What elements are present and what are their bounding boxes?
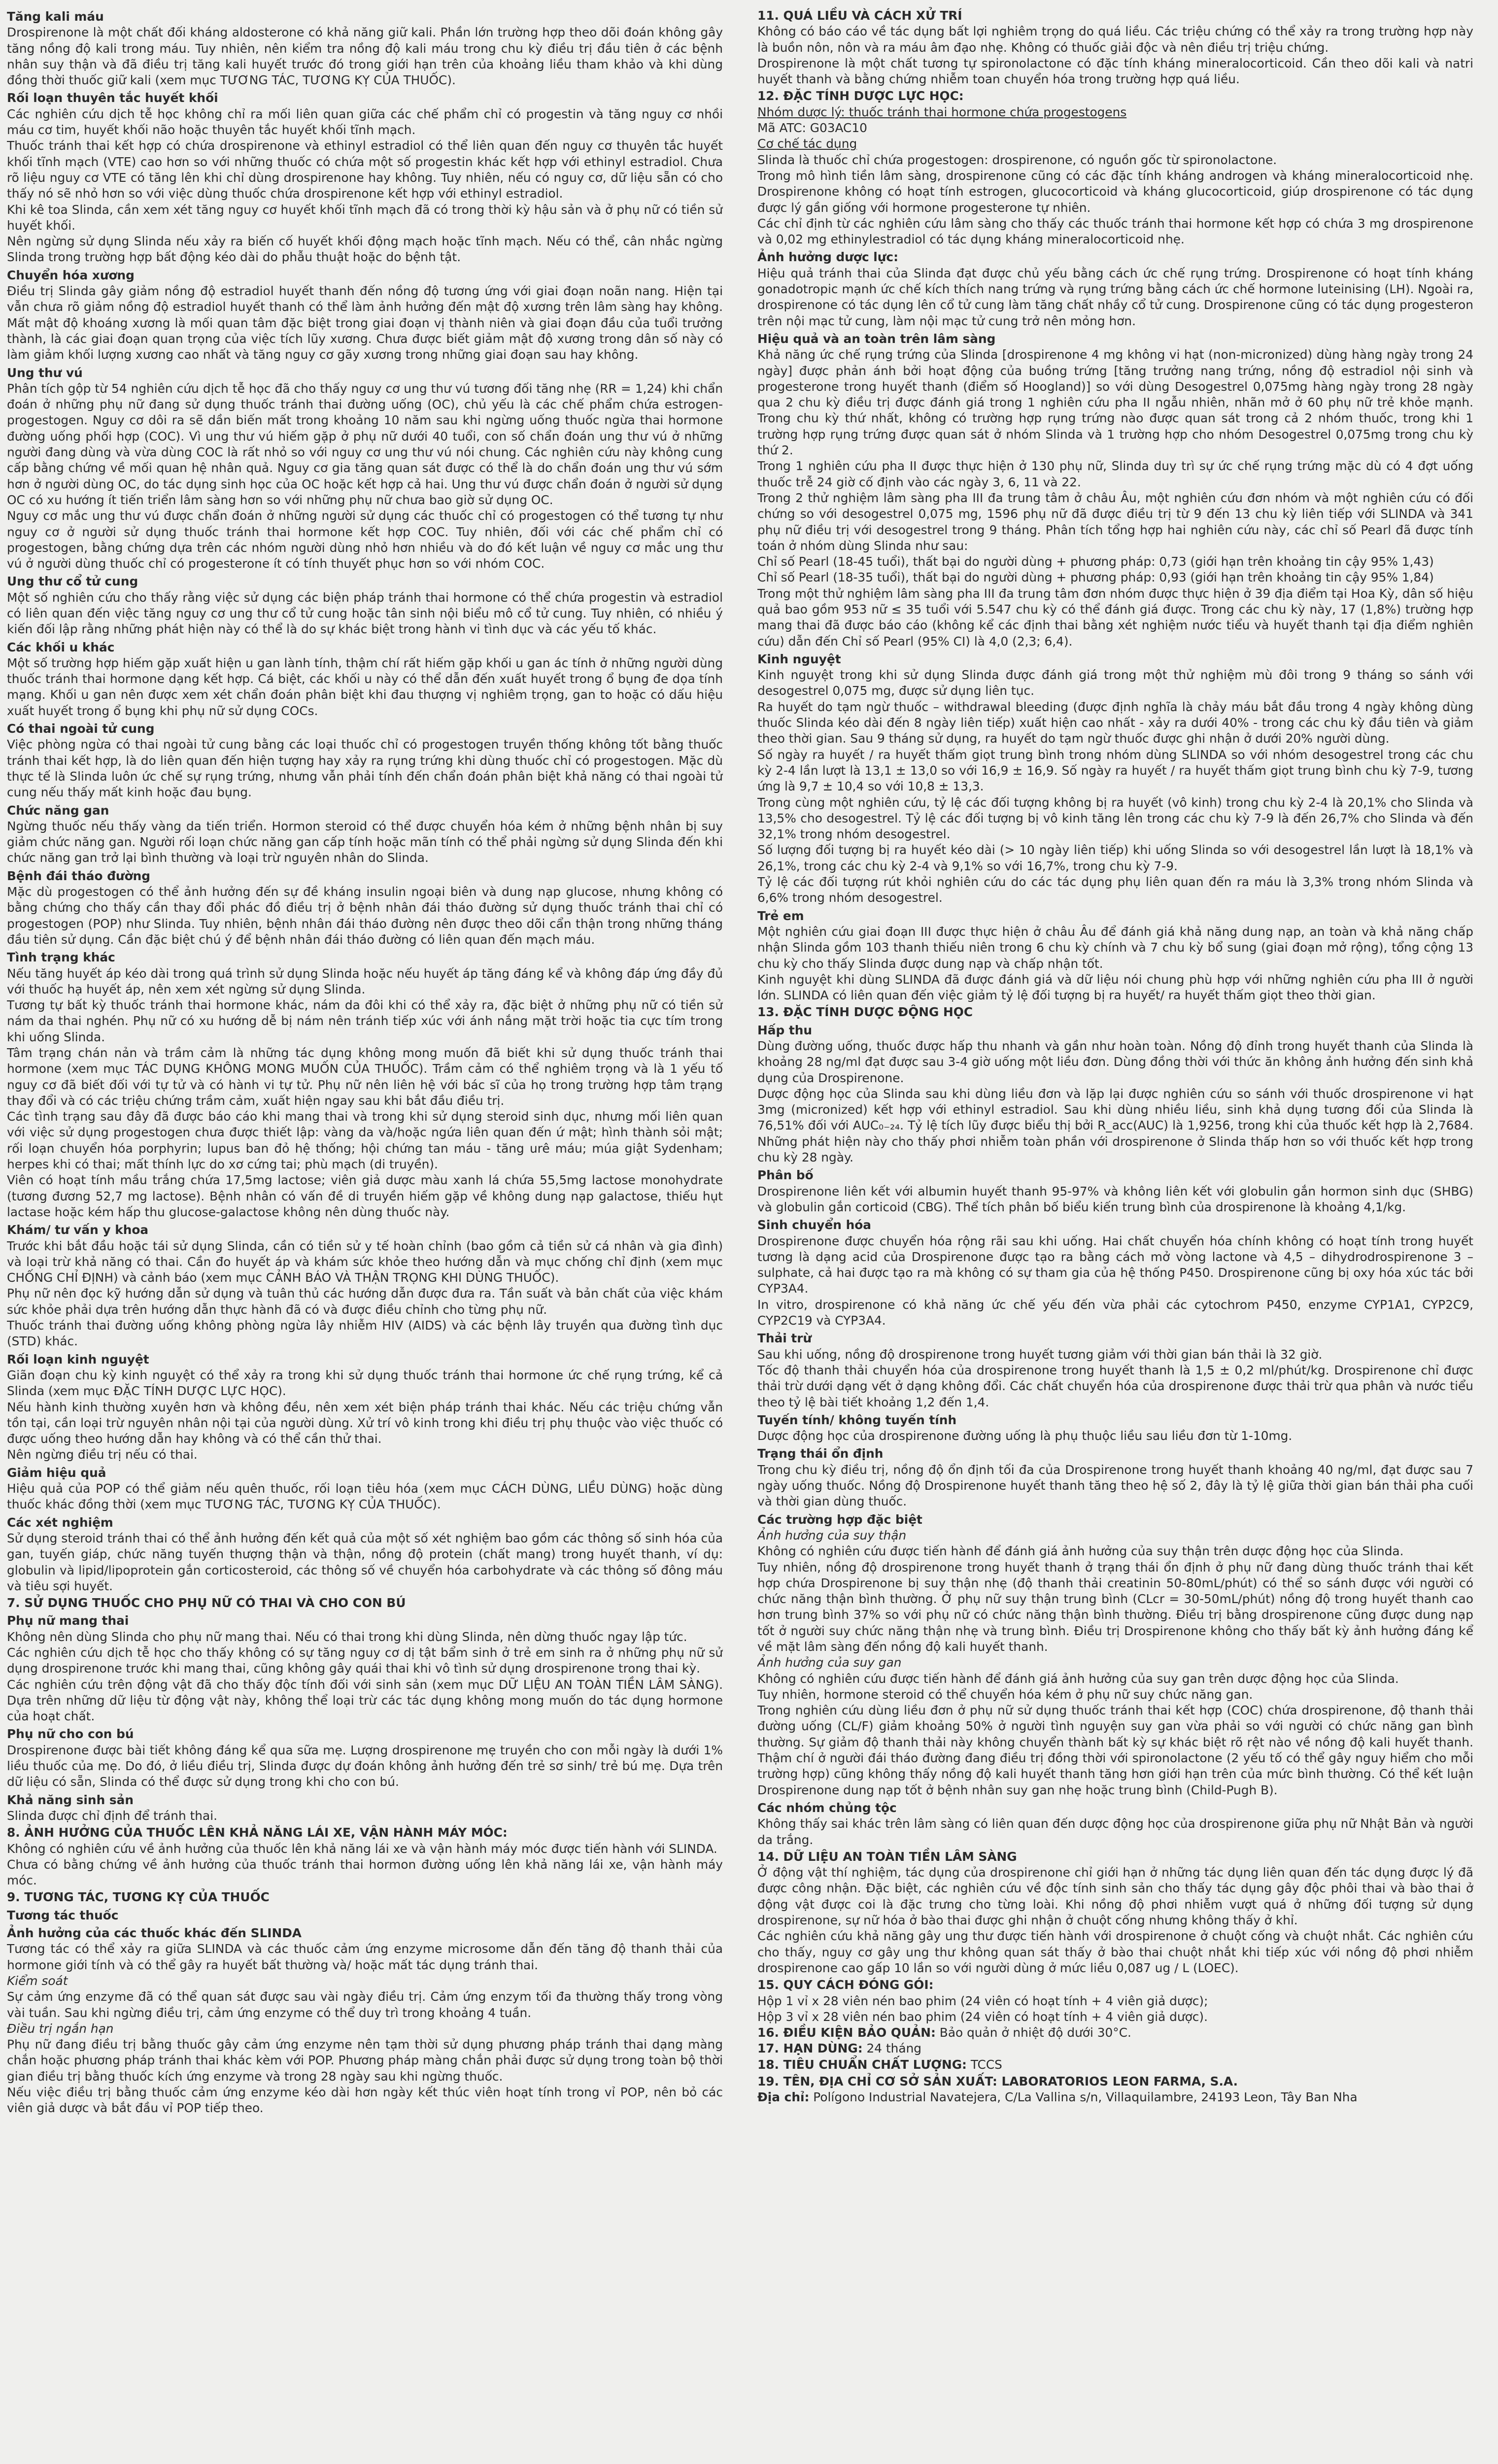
- paragraph: Hiệu quả của POP có thể giảm nếu quên thuốc, rối loạn tiêu hóa (xem mục CÁCH DÙNG, LIỀU DÙNG) hoặc dùng thuốc khác đồng thời (xem mục TƯƠNG TÁC, TƯƠNG KỴ CỦA THUỐC).: [7, 1481, 723, 1512]
- line-label: Địa chỉ:: [757, 2090, 810, 2105]
- subsection-heading: Ảnh hưởng dược lực:: [757, 250, 899, 265]
- paragraph: Tốc độ thanh thải chuyển hóa của drospirenone trong huyết thanh là 1,5 ± 0,2 ml/phút/kg. Drospirenone chỉ được thải trừ dưới dạng vết ở dạng không đổi. Các chất chuyển hóa của drospirenone được thải trừ qua phân và nước tiểu theo tỷ lệ bài tiết khoảng 1,2 đến 1,4.: [757, 1363, 1473, 1409]
- paragraph: Tỷ lệ các đối tượng rút khỏi nghiên cứu do các tác dụng phụ liên quan đến ra máu là 3,3% trong nhóm Slinda và 6,6% trong nhóm desogestrel.: [757, 875, 1473, 905]
- paragraph: Chỉ số Pearl (18-35 tuổi), thất bại do người dùng + phương pháp: 0,93 (giới hạn trên khoảng tin cậy 95% 1,84): [757, 570, 1434, 585]
- underlined-line: Nhóm dược lý: thuốc tránh thai hormone chứa progestogens: [757, 104, 1127, 119]
- paragraph: Ngừng thuốc nếu thấy vàng da tiến triển. Hormon steroid có thể được chuyển hóa kém ở những bệnh nhân bị suy giảm chức năng gan. Người rối loạn chức năng gan cấp tính hoặc mãn tính có thể phải ngừng sử dụng Slinda đến khi chức năng gan trở lại bình thường và loại trừ nguyên nhân do Slinda.: [7, 819, 723, 865]
- paragraph: Sự cảm ứng enzyme đã có thể quan sát được sau vài ngày điều trị. Cảm ứng enzym tối đa thường thấy trong vòng vài tuần. Sau khi ngừng điều trị, cảm ứng enzyme có thể duy trì trong khoảng 4 tuần.: [7, 1989, 723, 2020]
- paragraph: Dùng đường uống, thuốc được hấp thu nhanh và gần như hoàn toàn. Nồng độ đỉnh trong huyết thanh của Slinda là khoảng 28 ng/ml đạt được sau 3-4 giờ uống một liều đơn. Dùng đồng thời với thức ăn không ảnh hưởng đến sinh khả dụng của Drospirenone.: [757, 1039, 1473, 1085]
- labelled-line: [757, 2041, 1473, 2056]
- subsection-heading: Ung thư vú: [7, 365, 83, 380]
- section-heading: 12. ĐẶC TÍNH DƯỢC LỰC HỌC:: [757, 89, 964, 103]
- paragraph: Không có báo cáo về tác dụng bất lợi nghiêm trọng do quá liều. Các triệu chứng có thể xảy ra trong trường hợp này là buồn nôn, nôn và ra máu âm đạo nhẹ. Không có thuốc giải độc và nên điều trị triệu chứng.: [757, 24, 1473, 55]
- paragraph: Drospirenone là một chất đối kháng aldosterone có khả năng giữ kali. Phần lớn trường hợp theo dõi đoán không gây tăng nồng độ kali trong máu. Tuy nhiên, nên kiểm tra nồng độ kali máu trong chu kỳ điều trị đầu tiên ở các bệnh nhân suy thận và đã điều trị tăng kali huyết trước đó trong giới hạn trên của khoảng liều tham khảo và khi dùng đồng thời thuốc giữ kali (xem mục TƯƠNG TÁC, TƯƠNG KỴ CỦA THUỐC).: [7, 25, 723, 88]
- subsection-heading: Tương tác thuốc: [7, 1908, 119, 1922]
- subsection-heading: Chức năng gan: [7, 803, 109, 818]
- paragraph: Drospirenone là một chất tương tự spironolactone có đặc tính kháng mineralocorticoid. Cần theo dõi kali và natri huyết thanh và bằng chứng nhiễm toan chuyển hóa trong trường hợp quá liều.: [757, 56, 1473, 87]
- paragraph: Không có nghiên cứu được tiến hành để đánh giá ảnh hưởng của suy gan trên dược động học của Slinda.: [757, 1671, 1399, 1686]
- line-label: 17. HẠN DÙNG:: [757, 2041, 863, 2056]
- paragraph: Chưa có bằng chứng về ảnh hưởng của thuốc tránh thai hormon đường uống lên khả năng lái xe, vận hành máy móc.: [7, 1857, 723, 1888]
- paragraph: Hộp 1 vỉ x 28 viên nén bao phim (24 viên có hoạt tính + 4 viên giả dược);: [757, 1993, 1208, 2008]
- section-heading: 7. SỬ DỤNG THUỐC CHO PHỤ NỮ CÓ THAI VÀ CHO CON BÚ: [7, 1596, 406, 1610]
- paragraph: Không có nghiên cứu về ảnh hưởng của thuốc lên khả năng lái xe và vận hành máy móc được tiến hành với SLINDA.: [7, 1841, 717, 1856]
- paragraph: Tuy nhiên, hormone steroid có thể chuyển hóa kém ở phụ nữ suy chức năng gan.: [757, 1687, 1253, 1702]
- paragraph: Kinh nguyệt trong khi sử dụng Slinda được đánh giá trong một thử nghiệm mù đôi trong 9 tháng so sánh với desogestrel 0,075 mg, được sử dụng liên tục.: [757, 668, 1473, 698]
- paragraph: Dược động học của Slinda sau khi dùng liều đơn và lặp lại được nghiên cứu so sánh với thuốc drospirenone vi hạt 3mg (micronized) kết hợp với ethinyl estradiol. Sau khi dùng nhiều liều, sinh khả dụng tương đối của Slinda là 76,51% đối với AUC₀₋₂₄. Tỷ lệ tích lũy được biểu thị bởi R_acc(AUC) là 1,9256, trong khi của thuốc kết hợp là 2,7684. Những phát hiện này cho thấy phơi nhiễm toàn phần với drospirenone ở Slinda thấp hơn so với thuốc kết hợp trong chu kỳ 28 ngày.: [757, 1086, 1473, 1165]
- subsection-heading: Tăng kali máu: [7, 9, 104, 24]
- section-heading: 14. DỮ LIỆU AN TOÀN TIỀN LÂM SÀNG: [757, 1849, 1017, 1864]
- line-label: 16. ĐIỀU KIỆN BẢO QUẢN:: [757, 2025, 936, 2040]
- section-heading: 15. QUY CÁCH ĐÓNG GÓI:: [757, 1978, 934, 1992]
- paragraph: Khi kê toa Slinda, cần xem xét tăng nguy cơ huyết khối tĩnh mạch đã có trong thời kỳ hậu sản và ở phụ nữ có tiền sử huyết khối.: [7, 202, 723, 233]
- subsection-heading: Ảnh hưởng của các thuốc khác đến SLINDA: [7, 1926, 302, 1941]
- section-heading: 8. ẢNH HƯỞNG CỦA THUỐC LÊN KHẢ NĂNG LÁI XE, VẬN HÀNH MÁY MÓC:: [7, 1825, 508, 1840]
- underlined-line: Cơ chế tác dụng: [757, 137, 857, 151]
- italic-subheading: Ảnh hưởng của suy thận: [757, 1528, 907, 1542]
- paragraph: Nếu hành kinh thường xuyên hơn và không đều, nên xem xét biện pháp tránh thai khác. Nếu các triệu chứng vẫn tồn tại, cần loại trừ nguyên nhân nội tại của người dùng. Xử trí vô kinh trong khi điều trị phụ thuộc vào việc thuốc có được uống theo hướng dẫn hay không và có thể cần thử thai.: [7, 1400, 723, 1446]
- subsection-heading: Khả năng sinh sản: [7, 1792, 134, 1807]
- italic-subheading: Ảnh hưởng của suy gan: [757, 1655, 902, 1670]
- section-heading: 9. TƯƠNG TÁC, TƯƠNG KỴ CỦA THUỐC: [7, 1890, 270, 1905]
- paragraph: Tương tác có thể xảy ra giữa SLINDA và các thuốc cảm ứng enzyme microsome dẫn đến tăng độ thanh thải của hormone giới tính và có thể gây ra huyết bất thường và/ hoặc mất tác dụng tránh thai.: [7, 1942, 723, 1972]
- paragraph: Không thấy sai khác trên lâm sàng có liên quan đến dược động học của drospirenone giữa phụ nữ Nhật Bản và người da trắng.: [757, 1816, 1473, 1847]
- subsection-heading: Phụ nữ cho con bú: [7, 1727, 134, 1742]
- paragraph: Ra huyết do tạm ngừ thuốc – withdrawal bleeding (được định nghĩa là chảy máu bắt đầu trong 4 ngày không dùng thuốc Slinda kéo dài đến 8 ngày liên tiếp) xuất hiện cao nhất - xảy ra dưới 40% - trong các chu kỳ đầu tiên và giảm theo thời gian. Sau 9 tháng sử dụng, ra huyết do tạm ngừ thuốc được ghi nhận ở dưới 20% người dùng.: [757, 699, 1473, 746]
- subsection-heading: Rối loạn kinh nguyệt: [7, 1352, 149, 1367]
- section-heading: 11. QUÁ LIỀU VÀ CÁCH XỬ TRÍ: [757, 8, 962, 23]
- subsection-heading: Hiệu quả và an toàn trên lâm sàng: [757, 331, 996, 346]
- section-heading: 13. ĐẶC TÍNH DƯỢC ĐỘNG HỌC: [757, 1005, 973, 1020]
- paragraph: Trong một thử nghiệm lâm sàng pha III đa trung tâm đơn nhóm được thực hiện ở 39 địa điểm tại Hoa Kỳ, dân số hiệu quả bao gồm 953 nữ ≤ 35 tuổi với 5.547 chu kỳ có thể đánh giá được. Trong các chu kỳ này, 17 (1,8%) trường hợp mang thai đã được báo cáo (không kể các định thai bằng xét nghiệm nước tiểu và huyết thanh tại địa điểm nghiên cứu) dẫn đến Chỉ số Pearl (95% CI) là 4,0 (2,3; 6,4).: [757, 586, 1473, 649]
- paragraph: Slinda là thuốc chỉ chứa progestogen: drospirenone, có nguồn gốc từ spironolactone.: [757, 152, 1277, 167]
- subsection-heading: Tình trạng khác: [7, 950, 115, 965]
- paragraph: Các nghiên cứu dịch tễ học cho thấy không có sự tăng nguy cơ dị tật bẩm sinh ở trẻ em sinh ra ở những phụ nữ sử dụng drospirenone trước khi mang thai, cũng không gây quái thai khi vô tình sử dụng drospirenone trong thai kỳ.: [7, 1645, 723, 1676]
- paragraph: Số ngày ra huyết / ra huyết thấm giọt trung bình trong nhóm dùng SLINDA so với nhóm desogestrel trong các chu kỳ 2-4 lần lượt là 13,1 ± 13,0 so với 16,9 ± 16,9. Số ngày ra huyết / ra huyết thấm giọt trung bình chu kỳ 7-9, tương ứng là 9,7 ± 10,4 so với 10,8 ± 13,3.: [757, 747, 1473, 794]
- subsection-heading: Phân bố: [757, 1168, 814, 1183]
- subsection-heading: Tuyến tính/ không tuyến tính: [757, 1412, 957, 1427]
- paragraph: Không có nghiên cứu được tiến hành để đánh giá ảnh hưởng của suy thận trên dược động học của Slinda.: [757, 1544, 1404, 1559]
- italic-subheading: Kiểm soát: [7, 1973, 68, 1988]
- paragraph: Các nghiên cứu trên động vật đã cho thấy độc tính đối với sinh sản (xem mục DỮ LIỆU AN TOÀN TIỀN LÂM SÀNG). Dựa trên những dữ liệu từ động vật này, không thể loại trừ các tác dụng không mong muốn do tác dụng hormone của hoạt chất.: [7, 1677, 723, 1724]
- subsection-heading: Sinh chuyển hóa: [757, 1218, 871, 1232]
- paragraph: Tâm trạng chán nản và trầm cảm là những tác dụng không mong muốn đã biết khi sử dụng thuốc tránh thai hormone (xem mục TÁC DỤNG KHÔNG MONG MUỐN CỦA THUỐC). Trầm cảm có thể nghiêm trọng và là 1 yếu tố nguy cơ đã biết đối với tự tử và có hành vi tự tử. Phụ nữ nên liên hệ với bác sĩ của họ trong trường hợp tâm trạng thay đổi và có các triệu chứng trầm cảm, xuất hiện ngay sau khi bắt đầu điều trị.: [7, 1046, 723, 1108]
- right-column: [757, 7, 1473, 2464]
- paragraph: Trong mô hình tiền lâm sàng, drospirenone cũng có các đặc tính kháng androgen và kháng mineralocorticoid nhẹ. Drospirenone không có hoạt tính estrogen, glucocorticoid và kháng glucocorticoid, giúp drospirenone có tác dụng được lý gần giống với hormone progesterone tự nhiên.: [757, 168, 1473, 215]
- left-column: [7, 7, 723, 2464]
- subsection-heading: Bệnh đái tháo đường: [7, 868, 151, 883]
- paragraph: Nên ngừng sử dụng Slinda nếu xảy ra biến cố huyết khối động mạch hoặc tĩnh mạch. Nếu có thể, cân nhắc ngừng Slinda trong trường hợp bất động kéo dài do phẫu thuật hoặc do bệnh tật.: [7, 234, 723, 265]
- paragraph: Trong 2 thử nghiệm lâm sàng pha III đa trung tâm ở châu Âu, một nghiên cứu đơn nhóm và một nghiên cứu có đối chứng so với desogestrel 0,075 mg, 1596 phụ nữ đã được điều trị từ 9 đến 13 chu kỳ liên tiếp với SLINDA và 341 phụ nữ điều trị với desogestrel trong 9 tháng. Phân tích tổng hợp hai nghiên cứu này, các chỉ số Pearl đã được tính toán ở nhóm dùng Slinda như sau:: [757, 490, 1473, 553]
- line-value: Polígono Industrial Navatejera, C/La Vallina s/n, Villaquilambre, 24193 Leon, Tây Ban Nha: [809, 2090, 1358, 2105]
- paragraph: Trong nghiên cứu dùng liều đơn ở phụ nữ sử dụng thuốc tránh thai kết hợp (COC) chứa drospirenone, độ thanh thải đường uống (CL/F) giảm khoảng 50% ở người tình nguyện suy gan vừa phải so với người có chức năng gan bình thường. Sự giảm độ thanh thải này không chuyển thành bất kỳ sự khác biệt rõ rệt nào về nồng độ kali huyết thanh. Thậm chí ở người đái tháo đường đang điều trị đồng thời với spironolactone (2 yếu tố có thể gây nguy hiểm cho mỗi trường hợp) cũng không thấy nồng độ kali huyết thanh tăng hơn giới hạn trên của mức bình thường. Có thể kết luận Drospirenone dung nạp tốt ở bệnh nhân suy gan nhẹ hoặc trung bình (Child-Pugh B).: [757, 1703, 1473, 1797]
- paragraph: Trước khi bắt đầu hoặc tái sử dụng Slinda, cần có tiền sử y tế hoàn chỉnh (bao gồm cả tiền sử cá nhân và gia đình) và loại trừ khả năng có thai. Cần đo huyết áp và khám sức khỏe theo hướng dẫn và mục chống chỉ định (xem mục CHỐNG CHỈ ĐỊNH) và cảnh báo (xem mục CẢNH BÁO VÀ THẬN TRỌNG KHI DÙNG THUỐC).: [7, 1238, 723, 1285]
- line-value: 24 tháng: [862, 2041, 922, 2056]
- paragraph: Drospirenone được chuyển hóa rộng rãi sau khi uống. Hai chất chuyển hóa chính không có hoạt tính trong huyết tương là dạng acid của Drospirenone được tạo ra bằng cách mở vòng lactone và 4,5 – dihydrodrospirenone 3 – sulphate, cả hai được tạo ra mà không có sự tham gia của hệ thống P450. Drospirenone cũng bị oxy hóa xúc tác bởi CYP3A4.: [757, 1233, 1473, 1296]
- line-label: 18. TIÊU CHUẨN CHẤT LƯỢNG:: [757, 2057, 967, 2072]
- paragraph: Phụ nữ đang điều trị bằng thuốc gây cảm ứng enzyme nên tạm thời sử dụng phương pháp tránh thai dạng màng chắn hoặc phương pháp tránh thai khác kèm với POP. Phương pháp màng chắn phải được sử dụng trong toàn bộ thời gian điều trị bằng thuốc kích ứng enzyme và trong 28 ngày sau khi ngừng thuốc.: [7, 2037, 723, 2084]
- labelled-line: [757, 2089, 1473, 2105]
- paragraph: Các tình trạng sau đây đã được báo cáo khi mang thai và trong khi sử dụng steroid sinh dục, nhưng mối liên quan với việc sử dụng progestogen chưa được thiết lập: vàng da và/hoặc ngứa liên quan đến ứ mật; hình thành sỏi mật; rối loạn chuyển hóa porphyrin; lupus ban đỏ hệ thống; hội chứng tan máu - tăng urê máu; múa giật Sydenham; herpes khi có thai; mất thính lực do xơ cứng tai; phù mạch (di truyền).: [7, 1109, 723, 1172]
- paragraph: Nên ngừng điều trị nếu có thai.: [7, 1447, 198, 1462]
- paragraph: Thuốc tránh thai đường uống không phòng ngừa lây nhiễm HIV (AIDS) và các bệnh lây truyền qua đường tình dục (STD) khác.: [7, 1318, 723, 1349]
- paragraph: Drospirenone liên kết với albumin huyết thanh 95-97% và không liên kết với globulin gắn hormon sinh dục (SHBG) và globulin gắn corticoid (CBG). Thể tích phân bố biểu kiến trung bình của drospirenone là khoảng 4,1/kg.: [757, 1184, 1473, 1214]
- paragraph: Nếu tăng huyết áp kéo dài trong quá trình sử dụng Slinda hoặc nếu huyết áp tăng đáng kể và không đáp ứng đầy đủ với thuốc hạ huyết áp, nên xem xét ngừng sử dụng Slinda.: [7, 966, 723, 996]
- paragraph: Một số trường hợp hiếm gặp xuất hiện u gan lành tính, thậm chí rất hiếm gặp khối u gan ác tính ở những người dùng thuốc tránh thai hormone dạng kết hợp. Cá biệt, các khối u này có thể dẫn đến xuất huyết trong ổ bụng đe dọa tính mạng. Khối u gan nên được xem xét chẩn đoán phân biệt khi đau thượng vị nghiêm trọng, gan to hoặc có dấu hiệu xuất huyết trong ổ bụng khi phụ nữ sử dụng COCs.: [7, 655, 723, 718]
- line-value: TCCS: [966, 2057, 1002, 2072]
- subsection-heading: Hấp thu: [757, 1023, 813, 1037]
- subsection-heading: Ung thư cổ tử cung: [7, 574, 138, 589]
- paragraph: Việc phòng ngừa có thai ngoài tử cung bằng các loại thuốc chỉ có progestogen truyền thống không tốt bằng thuốc tránh thai kết hợp, là do liên quan đến hiện tượng hay xảy ra rụng trứng khi dùng thuốc chỉ có progestogen. Mặc dù thực tế là Slinda luôn ức chế sự rụng trứng, nhưng vẫn phải tính đến chẩn đoán phân biệt khả năng có thai ngoài tử cung nếu thấy mất kinh hoặc đau bụng.: [7, 737, 723, 800]
- subsection-heading: Thải trừ: [757, 1331, 812, 1346]
- paragraph: Một nghiên cứu giai đoạn III được thực hiện ở châu Âu để đánh giá khả năng dung nạp, an toàn và khả năng chấp nhận Slinda gồm 103 thanh thiếu niên trong 6 chu kỳ chính và 7 chu kỳ bổ sung (giai đoạn mở rộng), tổng cộng 13 chu kỳ cho thấy Slinda được dung nạp và chấp nhận tốt.: [757, 924, 1473, 971]
- paragraph: Các chỉ định từ các nghiên cứu lâm sàng cho thấy các thuốc tránh thai hormone kết hợp có chứa 3 mg drospirenone và 0,02 mg ethinylestradiol có tác dụng kháng mineralocorticoid nhẹ.: [757, 216, 1473, 247]
- paragraph: Dược động học của drospirenone đường uống là phụ thuộc liều sau liều đơn từ 1-10mg.: [757, 1429, 1293, 1443]
- italic-subheading: Điều trị ngắn hạn: [7, 2021, 114, 2036]
- paragraph: Phụ nữ nên đọc kỹ hướng dẫn sử dụng và tuân thủ các hướng dẫn được đưa ra. Tần suất và bản chất của việc khám sức khỏe phải dựa trên hướng dẫn thực hành đã có và được điều chỉnh cho từng phụ nữ.: [7, 1286, 723, 1317]
- paragraph: Trong cùng một nghiên cứu, tỷ lệ các đối tượng không bị ra huyết (vô kinh) trong chu kỳ 2-4 là 20,1% cho Slinda và 13,5% cho desogestrel. Tỷ lệ các đối tượng bị vô kinh tăng lên trong các chu kỳ 7-9 là đến 26,7% cho Slinda và đến 32,1% trong nhóm desogestrel.: [757, 795, 1473, 842]
- subsection-heading: Các xét nghiệm: [7, 1515, 113, 1530]
- paragraph: Các nghiên cứu dịch tễ học không chỉ ra mối liên quan giữa các chế phẩm chỉ có progestin và tăng nguy cơ nhồi máu cơ tim, huyết khối não hoặc thuyên tắc huyết khối tĩnh mạch.: [7, 106, 723, 137]
- paragraph: Điều trị Slinda gây giảm nồng độ estradiol huyết thanh đến nồng độ tương ứng với giai đoạn noãn nang. Hiện tại vẫn chưa rõ giảm nồng độ estradiol huyết thanh có thể làm ảnh hưởng đến mật độ xương trên lâm sàng hay không. Mất mật độ khoáng xương là mối quan tâm đặc biệt trong giai đoạn vị thành niên và giai đoạn đầu của tuổi trưởng thành, là các giai đoạn quan trọng của việc tích lũy xương. Chưa được biết giảm mật độ xương trong dân số này có làm giảm khối lượng xương cao nhất và tăng nguy cơ gãy xương trong những giai đoạn sau hay không.: [7, 284, 723, 362]
- paragraph: Trong chu kỳ điều trị, nồng độ ổn định tối đa của Drospirenone trong huyết thanh khoảng 40 ng/ml, đạt được sau 7 ngày uống thuốc. Nồng độ Drospirenone huyết thanh tăng theo hệ số 2, đây là tỷ lệ giữa thời gian bán thải pha cuối và thời gian dùng thuốc.: [757, 1462, 1473, 1509]
- paragraph: Không nên dùng Slinda cho phụ nữ mang thai. Nếu có thai trong khi dùng Slinda, nên dừng thuốc ngay lập tức.: [7, 1629, 687, 1644]
- subsection-heading: Khám/ tư vấn y khoa: [7, 1223, 149, 1237]
- paragraph: Slinda được chỉ định để tránh thai.: [7, 1808, 217, 1823]
- paragraph: Giãn đoạn chu kỳ kinh nguyệt có thể xảy ra trong khi sử dụng thuốc tránh thai hormone ức chế rụng trứng, kể cả Slinda (xem mục ĐẶC TÍNH DƯỢC LỰC HỌC).: [7, 1368, 723, 1399]
- paragraph: Viên có hoạt tính mầu trắng chứa 17,5mg lactose; viên giả dược màu xanh lá chứa 55,5mg lactose monohydrate (tương đương 52,7 mg lactose). Bệnh nhân có vấn đề di truyền hiếm gặp về không dung nạp galactose, thiếu hụt lactase hoặc kém hấp thu glucose-galactose không nên dùng thuốc này.: [7, 1173, 723, 1219]
- paragraph: Chỉ số Pearl (18-45 tuổi), thất bại do người dùng + phương pháp: 0,73 (giới hạn trên khoảng tin cậy 95% 1,43): [757, 554, 1434, 569]
- paragraph: Nguy cơ mắc ung thư vú được chẩn đoán ở những người sử dụng các thuốc chỉ có progestogen có thể tương tự như nguy cơ ở người sử dụng thuốc tránh thai hormone kết hợp COC. Tuy nhiên, đối với các chế phẩm chỉ có progestogen, bằng chứng dựa trên các nhóm người dùng nhỏ hơn nhiều và do đó kết luận về nguy cơ mắc ung thư vú ở người dùng thuốc chỉ có progesterone ít có tính thuyết phục hơn so với nhóm COC.: [7, 509, 723, 571]
- paragraph: In vitro, drospirenone có khả năng ức chế yếu đến vừa phải các cytochrom P450, enzyme CYP1A1, CYP2C9, CYP2C19 và CYP3A4.: [757, 1297, 1473, 1328]
- paragraph: Drospirenone được bài tiết không đáng kể qua sữa mẹ. Lượng drospirenone mẹ truyền cho con mỗi ngày là dưới 1% liều thuốc của mẹ. Do đó, ở liều điều trị, Slinda được dự đoán không ảnh hưởng đến trẻ sơ sinh/ trẻ bú mẹ. Dựa trên dữ liệu có sẵn, Slinda có thể được sử dụng trong khi cho con bú.: [7, 1743, 723, 1789]
- paragraph: Một số nghiên cứu cho thấy rằng việc sử dụng các biện pháp tránh thai hormone có thể chứa progestin và estradiol có liên quan đến việc tăng nguy cơ ung thư cổ tử cung hoặc tân sinh nội biểu mô cổ tử cung. Tuy nhiên, có nhiều ý kiến đối lập rằng những phát hiện này có thể là do sự khác biệt trong hành vi tình dục và các yếu tố khác.: [7, 590, 723, 637]
- subsection-heading: Trẻ em: [757, 908, 804, 923]
- paragraph: Hộp 3 vỉ x 28 viên nén bao phim (24 viên có hoạt tính + 4 viên giả dược).: [757, 2009, 1208, 2024]
- paragraph: Nếu việc điều trị bằng thuốc cảm ứng enzyme kéo dài hơn ngày kết thúc viên hoạt tính trong vỉ POP, nên bỏ các viên giả dược và bắt đầu vỉ POP tiếp theo.: [7, 2085, 723, 2116]
- subsection-heading: Giảm hiệu quả: [7, 1465, 106, 1480]
- paragraph: Mã ATC: G03AC10: [757, 121, 867, 136]
- paragraph: Tương tự bất kỳ thuốc tránh thai hormone khác, nám da đôi khi có thể xảy ra, đặc biệt ở những phụ nữ có tiền sử nám da thai nghén. Phụ nữ có xu hướng dễ bị nám nên tránh tiếp xúc với ánh nắng mặt trời hoặc tia cực tím trong khi uống Slinda.: [7, 998, 723, 1044]
- paragraph: Tuy nhiên, nồng độ drospirenone trong huyết thanh ở trạng thái ổn định ở phụ nữ đang dùng thuốc tránh thai kết hợp chứa Drospirenone bị suy thận nhẹ (độ thanh thải creatinin 50-80mL/phút) có thể so sánh được với người có chức năng thận bình thường. Ở phụ nữ suy thận trung bình (CLcr = 30-50mL/phút) nồng độ trong huyết thanh cao hơn trung bình 37% so với phụ nữ có chức năng thận bình thường. Điều trị bằng drospirenone cũng được dung nạp tốt ở người suy chức năng thận nhẹ và trung bình. Điều trị Drospirenone không cho thấy bất kỳ ảnh hưởng đáng kể về mặt lâm sàng đến nồng độ kali huyết thanh.: [757, 1560, 1473, 1654]
- subsection-heading: Phụ nữ mang thai: [7, 1613, 129, 1628]
- paragraph: Hiệu quả tránh thai của Slinda đạt được chủ yếu bằng cách ức chế rụng trứng. Drospirenone có hoạt tính kháng gonadotropic mạnh ức chế kích thích nang trứng và rụng trứng bằng cách ức chế hormone luteinising (LH). Ngoài ra, drospirenone có tác dụng lên cổ tử cung làm tăng chất nhầy cổ tử cung. Drospirenone cũng có tác dụng progesteron trên nội mạc tử cung, làm nội mạc tử cung trở nên mỏng hơn.: [757, 266, 1473, 328]
- labelled-line: [757, 2057, 1473, 2073]
- paragraph: Ở động vật thí nghiệm, tác dụng của drospirenone chỉ giới hạn ở những tác dụng liên quan đến tác dụng được lý đã được công nhận. Đặc biệt, các nghiên cứu về độc tính sinh sản cho thấy tác dụng gây độc phôi thai và bào thai ở động vật được coi là đặc trưng cho từng loài. Khi nồng độ phơi nhiễm vượt quá ở những đối tượng sử dụng drospirenone, sự nữ hóa ở bào thai được ghi nhận ở chuột cống nhưng không thấy ở khỉ.: [757, 1865, 1473, 1928]
- subsection-heading: Kinh nguyệt: [757, 651, 841, 666]
- section-heading: 19. TÊN, ĐỊA CHỈ CƠ SỞ SẢN XUẤT: LABORATORIOS LEON FARMA, S.A.: [757, 2074, 1238, 2088]
- paragraph: Các nghiên cứu khả năng gây ung thư được tiến hành với drospirenone ở chuột cống và chuột nhắt. Các nghiên cứu cho thấy, nguy cơ gây ung thư không quan sát thấy ở bào thai chuột nhắt khi tiếp xúc với nồng độ phơi nhiễm drospirenone cao gấp 10 lần so với người dùng ở mức liều 0,087 ug / L (LOEC).: [757, 1929, 1473, 1975]
- paragraph: Phân tích gộp từ 54 nghiên cứu dịch tễ học đã cho thấy nguy cơ ung thư vú tương đối tăng nhẹ (RR = 1,24) khi chẩn đoán ở những phụ nữ đang sử dụng thuốc tránh thai đường uống (OC), chủ yếu là các chế phẩm chứa estrogen-progestogen. Nguy cơ dôi ra sẽ dần biến mất trong khoảng 10 năm sau khi ngừng uống thuốc ngừa thai hormone đường uống phối hợp (COC). Vì ung thư vú hiếm gặp ở phụ nữ dưới 40 tuổi, con số chẩn đoán ung thư vú ở những người đang dùng và vừa dùng COC là rất nhỏ so với nguy cơ ung thư vú nói chung. Các nghiên cứu này không cung cấp bằng chứng về mối quan hệ nhân quả. Nguy cơ gia tăng quan sát được có thể là do chẩn đoán ung thư vú sớm hơn ở người dùng OC, do tác dụng sinh học của OC hoặc kết hợp cả hai. Ung thư vú được chẩn đoán ở người sử dụng OC có xu hướng ít tiến triển lâm sàng hơn so với những phụ nữ chưa bao giờ sử dụng OC.: [7, 381, 723, 507]
- paragraph: Thuốc tránh thai kết hợp có chứa drospirenone và ethinyl estradiol có thể liên quan đến nguy cơ thuyên tắc huyết khối tĩnh mạch (VTE) cao hơn so với những thuốc có chứa một số progestin khác kết hợp với ethinyl estradiol. Chưa rõ liệu nguy cơ VTE có tăng lên khi chỉ dùng drospirenone hay không. Tuy nhiên, nếu có nguy cơ, dữ liệu sẵn có cho thấy nó sẽ nhỏ hơn so với việc dùng thuốc chứa drospirenone kết hợp với ethinyl estradiol.: [7, 138, 723, 201]
- paragraph: Sau khi uống, nồng độ drospirenone trong huyết tương giảm với thời gian bán thải là 32 giờ.: [757, 1347, 1323, 1362]
- paragraph: Sử dụng steroid tránh thai có thể ảnh hưởng đến kết quả của một số xét nghiệm bao gồm các thông số sinh hóa của gan, tuyến giáp, chức năng tuyến thượng thận và thận, nồng độ protein (chất mang) trong huyết thanh, ví dụ: globulin và lipid/lipoprotein gắn corticosteroid, các thông số về chuyển hóa carbohydrate và các thông số đông máu và tiêu sợi huyết.: [7, 1531, 723, 1593]
- paragraph: Mặc dù progestogen có thể ảnh hưởng đến sự đề kháng insulin ngoại biên và dung nạp glucose, nhưng không có bằng chứng cho thấy cần thay đổi phác đồ điều trị ở bệnh nhân đái tháo đường sử dụng thuốc tránh thai chỉ có progestogen (POP) như Slinda. Tuy nhiên, bệnh nhân đái tháo đường nên được theo dõi cẩn thận trong những tháng đầu tiên sử dụng. Cần đặc biệt chú ý để bệnh nhân đái tháo đường có liên quan đến mạch máu.: [7, 885, 723, 947]
- paragraph: Số lượng đối tượng bị ra huyết kéo dài (> 10 ngày liên tiếp) khi uống Slinda so với desogestrel lần lượt là 18,1% và 26,1%, trong các chu kỳ 2-4 và 9,1% so với 16,7%, trong chu kỳ 7-9.: [757, 843, 1473, 873]
- paragraph: Khả năng ức chế rụng trứng của Slinda [drospirenone 4 mg không vi hạt (non-micronized) dùng hàng ngày trong 24 ngày] được phản ánh bởi hoạt động của buồng trứng [tăng trưởng nang trứng, nồng độ estradiol nội sinh và progesterone trong huyết thanh (điểm số Hoogland)] so với dùng Desogestrel 0,075mg hàng ngày trong 28 ngày qua 2 chu kỳ điều trị được đánh giá trong 1 nghiên cứu pha II ngẫu nhiên, nhãn mở ở 60 phụ nữ trẻ khỏe mạnh. Trong chu kỳ thứ nhất, không có trường hợp rụng trứng nào được quan sát trong cả 2 nhóm thuốc, trong khi 1 trường hợp rụng trứng được quan sát ở nhóm Slinda và 1 trường hợp cho nhóm Desogestrel 0,075mg trong chu kỳ thứ 2.: [757, 347, 1473, 458]
- subsection-heading: Các nhóm chủng tộc: [757, 1800, 897, 1815]
- subsection-heading: Rối loạn thuyên tắc huyết khối: [7, 91, 218, 105]
- paragraph: Kinh nguyệt khi dùng SLINDA đã được đánh giá và dữ liệu nói chung phù hợp với những nghiên cứu pha III ở người lớn. SLINDA có liên quan đến việc giảm tỷ lệ đối tượng bị ra huyết/ ra huyết thấm giọt theo thời gian.: [757, 972, 1473, 1003]
- line-value: Bảo quản ở nhiệt độ dưới 30°C.: [935, 2025, 1131, 2040]
- subsection-heading: Có thai ngoài tử cung: [7, 721, 155, 736]
- subsection-heading: Chuyển hóa xương: [7, 268, 135, 282]
- paragraph: Trong 1 nghiên cứu pha II được thực hiện ở 130 phụ nữ, Slinda duy trì sự ức chế rụng trứng mặc dù có 4 đợt uống thuốc trễ 24 giờ cố định vào các ngày 3, 6, 11 và 22.: [757, 459, 1473, 489]
- subsection-heading: Trạng thái ổn định: [757, 1446, 884, 1461]
- labelled-line: [757, 2025, 1473, 2041]
- subsection-heading: Các khối u khác: [7, 640, 115, 654]
- subsection-heading: Các trường hợp đặc biệt: [757, 1512, 922, 1527]
